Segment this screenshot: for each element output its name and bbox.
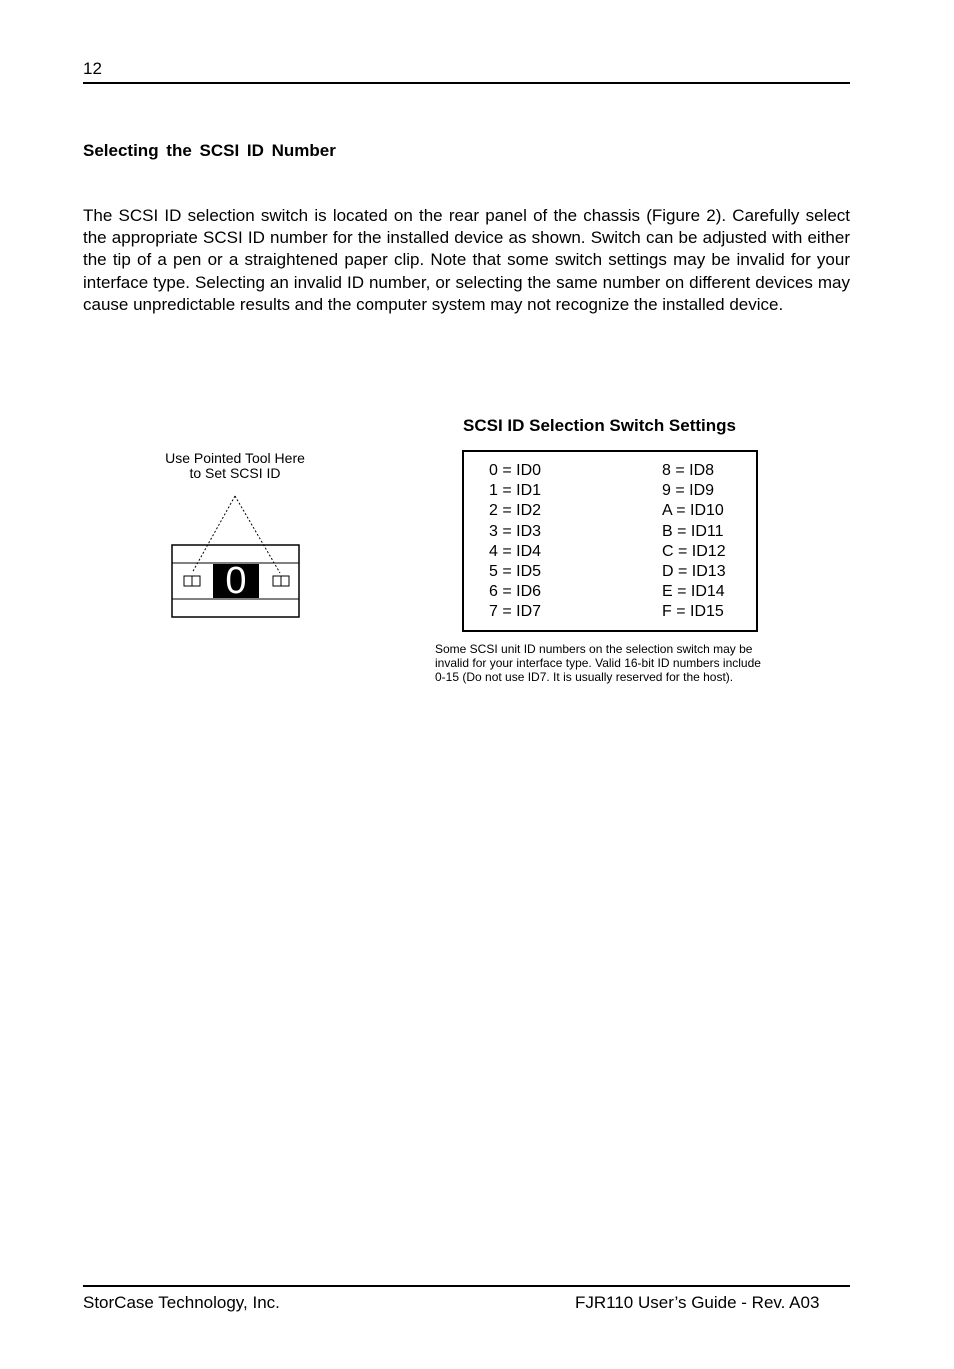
footer-document-title: FJR110 User’s Guide - Rev. A03 xyxy=(575,1293,820,1312)
footer-company: StorCase Technology, Inc. xyxy=(83,1293,280,1312)
figure-caption xyxy=(140,451,330,481)
body-paragraph: The SCSI ID selection switch is located on the rear panel of the chassis (Figure 2). Carefully select the appropriate SCSI ID number for the installed device as shown. Switch can be adjusted with either the tip of a pen or a straightened paper clip. Note that some switch settings may be invalid for your interface type. Selecting an invalid ID number, or selecting the same number on different devices may cause unpredictable results and the computer system may not recognize the installed device. xyxy=(83,206,850,314)
setting-row: A = ID10 xyxy=(662,502,724,520)
setting-row: F = ID15 xyxy=(662,603,724,621)
scsi-switch-diagram xyxy=(160,490,310,625)
figure-caption-line: to Set SCSI ID xyxy=(189,465,281,481)
setting-row: 5 = ID5 xyxy=(489,563,542,581)
figure-caption-line: Use Pointed Tool Here xyxy=(165,450,305,466)
footnote-line: Some SCSI unit ID numbers on the selection switch may be xyxy=(435,642,753,656)
setting-row: B = ID11 xyxy=(662,522,724,540)
setting-row: 4 = ID4 xyxy=(489,542,542,560)
adjust-slot-right-icon xyxy=(273,576,289,586)
setting-row: C = ID12 xyxy=(662,542,726,560)
table-footnote xyxy=(435,642,805,684)
setting-row: 6 = ID6 xyxy=(489,583,542,601)
settings-table xyxy=(462,450,758,632)
setting-row: 3 = ID3 xyxy=(489,522,542,540)
setting-row: D = ID13 xyxy=(662,563,726,581)
table-title: SCSI ID Selection Switch Settings xyxy=(463,416,736,435)
footnote-line: 0-15 (Do not use ID7. It is usually reserved for the host). xyxy=(435,670,734,684)
setting-row: 1 = ID1 xyxy=(489,482,542,500)
page-number: 12 xyxy=(83,59,102,78)
setting-row: 9 = ID9 xyxy=(662,482,715,500)
adjust-slot-left-icon xyxy=(184,576,200,586)
setting-row: 7 = ID7 xyxy=(489,603,542,621)
section-heading: Selecting the SCSI ID Number xyxy=(83,141,336,160)
settings-column-right xyxy=(662,461,726,623)
setting-row: 0 = ID0 xyxy=(489,462,542,479)
setting-row: 2 = ID2 xyxy=(489,502,542,520)
setting-row: 8 = ID8 xyxy=(662,462,715,479)
setting-row: E = ID14 xyxy=(662,583,725,601)
settings-column-left xyxy=(489,461,541,623)
footer-rule xyxy=(83,1285,850,1287)
header-rule xyxy=(83,82,850,84)
footnote-line: invalid for your interface type. Valid 16-bit ID numbers include xyxy=(435,656,761,670)
switch-digit-display: 0 xyxy=(213,564,259,598)
